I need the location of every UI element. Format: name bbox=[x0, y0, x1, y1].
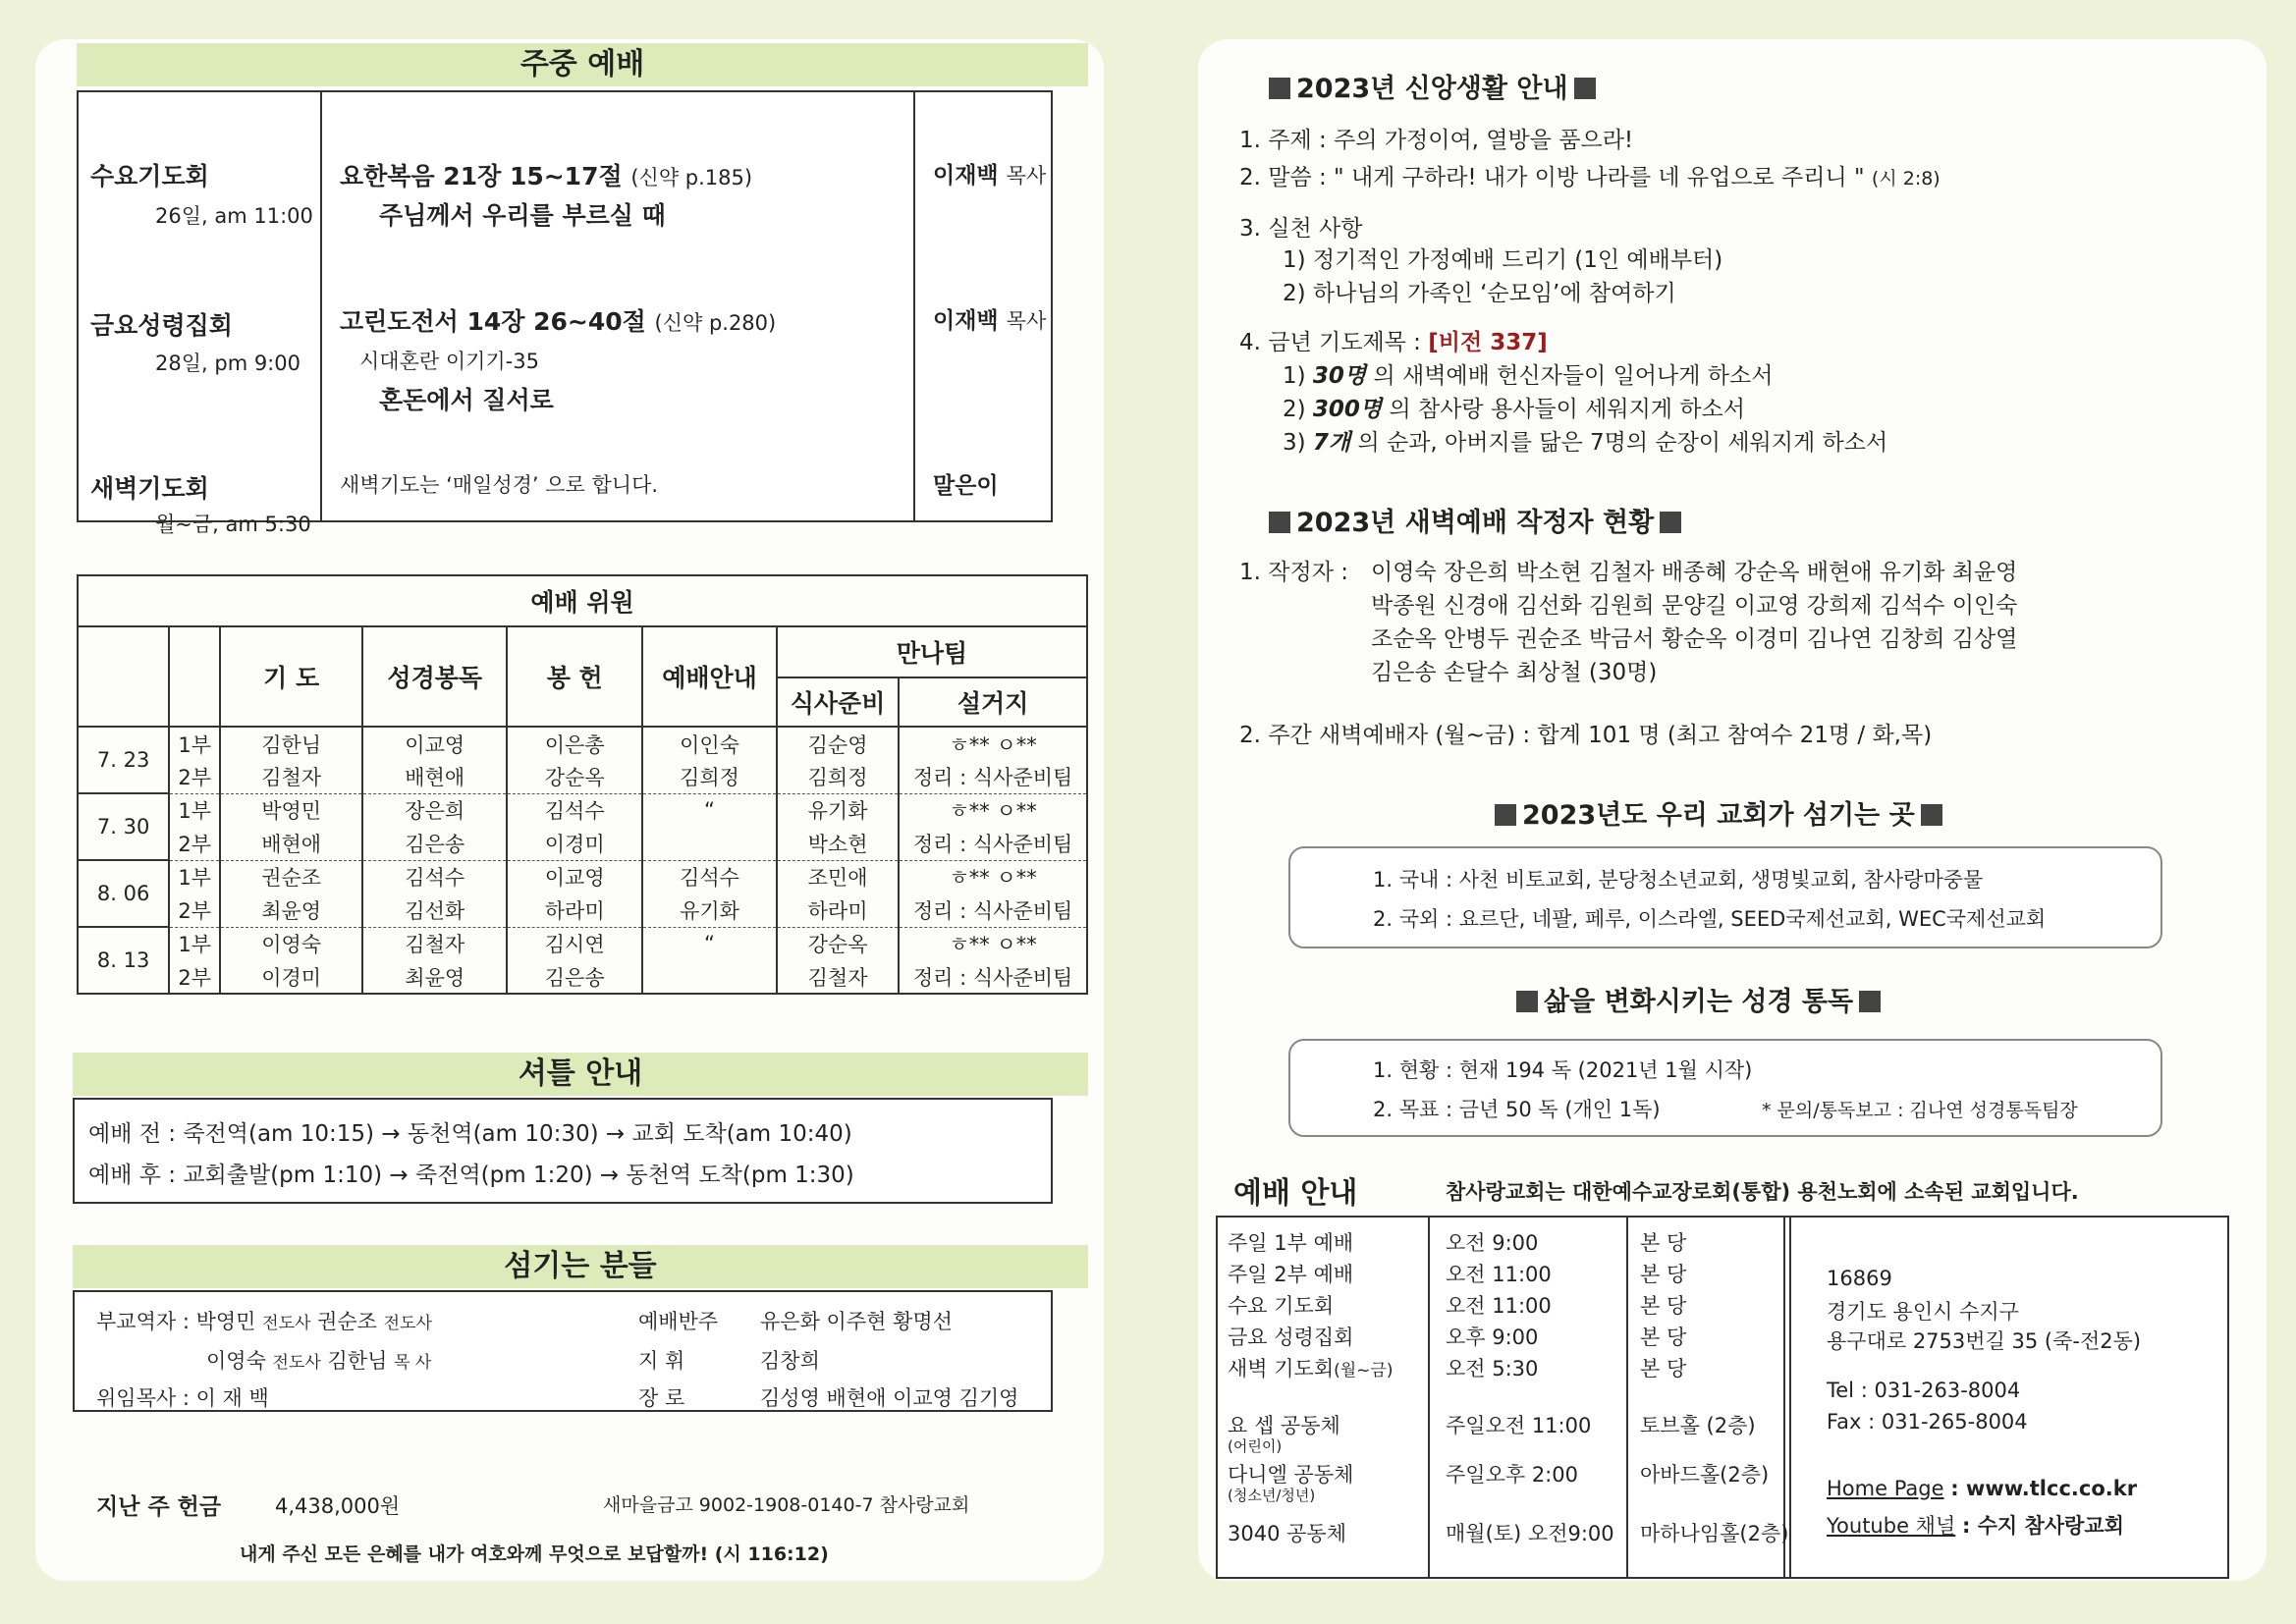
service-place: 본 당 bbox=[1640, 1231, 1687, 1255]
fri-series: 시대혼란 이기기-35 bbox=[359, 350, 539, 373]
col-guide: 예배안내 bbox=[642, 626, 777, 727]
square-bullet-icon bbox=[1574, 78, 1596, 99]
service-time: 오전 9:00 bbox=[1446, 1231, 1539, 1255]
square-bullet-icon bbox=[1495, 804, 1516, 826]
faith-theme: 1. 주제 : 주의 가정이여, 열방을 품으라! bbox=[1239, 128, 1634, 153]
wed-prayer-time: 26일, am 11:00 bbox=[155, 204, 313, 228]
prayer-item-3: 3) 7개 의 순과, 아버지를 닮은 7명의 순장이 세워지게 하소서 bbox=[1283, 430, 1888, 456]
assoc-pastors: 부교역자 : 박영민 전도사 권순조 전도사 bbox=[96, 1310, 432, 1333]
fax: Fax : 031-265-8004 bbox=[1827, 1410, 2028, 1434]
faith-practice-2: 2) 하나님의 가족인 ‘순모임’에 참여하기 bbox=[1283, 281, 1676, 306]
square-bullet-icon bbox=[1921, 804, 1942, 826]
fri-sermon-title: 혼돈에서 질서로 bbox=[379, 386, 554, 414]
accompanist: 유은화 이주현 황명선 bbox=[760, 1310, 953, 1333]
fri-speaker: 이재백 목사 bbox=[933, 308, 1047, 334]
dawn-label: 1. 작정자 : bbox=[1239, 560, 1348, 585]
senior-pastor: 위임목사 : 이 재 백 bbox=[96, 1386, 269, 1410]
dawn-weekly: 2. 주간 새벽예배자 (월~금) : 합계 101 명 (최고 참여수 21명 / 화,목) bbox=[1239, 723, 1933, 748]
service-place: 토브홀 (2층) bbox=[1640, 1414, 1756, 1437]
fri-scripture: 고린도전서 14장 26~40절 (신약 p.280) bbox=[340, 307, 777, 336]
service-time: 주일오전 11:00 bbox=[1446, 1414, 1592, 1437]
service-time: 오전 5:30 bbox=[1446, 1357, 1539, 1380]
service-time: 오전 11:00 bbox=[1446, 1294, 1552, 1318]
weekday-worship-title: 주중 예배 bbox=[77, 43, 1088, 86]
bible-contact: * 문의/통독보고 : 김나연 성경통독팀장 bbox=[1762, 1100, 2078, 1121]
service-place: 본 당 bbox=[1640, 1263, 1687, 1286]
mission-foreign: 2. 국외 : 요르단, 네팔, 페루, 이스라엘, SEED국제선교회, WEC국제선교회 bbox=[1373, 907, 2047, 931]
col-meal: 식사준비 bbox=[777, 677, 899, 727]
square-bullet-icon bbox=[1269, 512, 1290, 533]
faith-practice: 3. 실천 사항 bbox=[1239, 216, 1363, 242]
assoc-pastors-2: 이영숙 전도사 김한님 목 사 bbox=[206, 1349, 432, 1373]
service-time: 오후 9:00 bbox=[1446, 1326, 1539, 1349]
service-place: 본 당 bbox=[1640, 1326, 1687, 1349]
service-name: 주일 2부 예배 bbox=[1228, 1263, 1354, 1286]
dawn-prayer-name: 새벽기도회 bbox=[90, 474, 209, 503]
shuttle-after: 예배 후 : 교회출발(pm 1:10) → 죽전역(pm 1:20) → 동천역 도착(pm 1:30) bbox=[88, 1163, 854, 1188]
address-1: 경기도 용인시 수지구 bbox=[1827, 1300, 2019, 1324]
square-bullet-icon bbox=[1516, 991, 1538, 1012]
accompanist-label: 예배반주 bbox=[638, 1310, 719, 1333]
col-reading: 성경봉독 bbox=[362, 626, 507, 727]
dawn-prayer-time: 월~금, am 5:30 bbox=[155, 513, 311, 536]
elders: 김성영 배현애 이교영 김기영 bbox=[760, 1386, 1019, 1410]
address-2: 용구대로 2753번길 35 (죽-전2동) bbox=[1827, 1329, 2142, 1353]
fri-service-time: 28일, pm 9:00 bbox=[155, 352, 301, 375]
col-dish: 설거지 bbox=[899, 677, 1087, 727]
service-place: 본 당 bbox=[1640, 1357, 1687, 1380]
wed-sermon-title: 주님께서 우리를 부르실 때 bbox=[379, 201, 666, 230]
dawn-names-2: 박종원 신경애 김선화 김원희 문양길 이교영 강희제 김석수 이인숙 bbox=[1371, 593, 2018, 619]
youtube-link[interactable]: Youtube 채널 : 수지 참사랑교회 bbox=[1827, 1514, 2124, 1538]
square-bullet-icon bbox=[1269, 78, 1290, 99]
dawn-names-1: 이영숙 장은희 박소현 김철자 배종혜 강순옥 배현애 유기화 최윤영 bbox=[1371, 560, 2018, 585]
denomination-note: 참사랑교회는 대한예수교장로회(통합) 용천노회에 소속된 교회입니다. bbox=[1446, 1180, 2079, 1204]
square-bullet-icon bbox=[1859, 991, 1881, 1012]
tel: Tel : 031-263-8004 bbox=[1827, 1379, 2021, 1402]
offering-amount: 4,438,000원 bbox=[275, 1494, 401, 1518]
faith-practice-1: 1) 정기적인 가정예배 드리기 (1인 예배부터) bbox=[1283, 247, 1723, 273]
bible-title: 삶을 변화시키는 성경 통독 bbox=[1510, 980, 1886, 1018]
table-row: 8. 06 1부 권순조 김석수 이교영 김석수 조민애 ㅎ** ㅇ** bbox=[78, 860, 1087, 893]
offering-account: 새마을금고 9002-1908-0140-7 참사랑교회 bbox=[603, 1494, 970, 1516]
shuttle-title: 셔틀 안내 bbox=[73, 1053, 1088, 1096]
service-time: 매월(토) 오전9:00 bbox=[1446, 1522, 1614, 1545]
dawn-speaker: 말은이 bbox=[933, 473, 999, 499]
service-place: 본 당 bbox=[1640, 1294, 1687, 1318]
service-name: 금요 성령집회 bbox=[1228, 1326, 1354, 1349]
left-panel bbox=[35, 39, 1104, 1581]
bible-goal: 2. 목표 : 금년 50 독 (개인 1독) bbox=[1373, 1098, 1661, 1121]
col-manna: 만나팀 bbox=[777, 626, 1087, 677]
prayer-item-1: 1) 30명 의 새벽예배 헌신자들이 일어나게 하소서 bbox=[1283, 363, 1774, 389]
mission-box bbox=[1288, 846, 2162, 948]
service-time: 오전 11:00 bbox=[1446, 1263, 1552, 1286]
bible-box bbox=[1288, 1039, 2162, 1137]
service-name: 다니엘 공동체 (청소년/청년) bbox=[1228, 1463, 1354, 1504]
table-row: 8. 13 1부 이영숙 김철자 김시연 “ 강순옥 ㅎ** ㅇ** bbox=[78, 927, 1087, 960]
table-row: 7. 30 1부 박영민 장은희 김석수 “ 유기화 ㅎ** ㅇ** bbox=[78, 793, 1087, 827]
offering-label: 지난 주 헌금 bbox=[96, 1494, 222, 1520]
bible-status: 1. 현황 : 현재 194 독 (2021년 1월 시작) bbox=[1373, 1058, 1753, 1082]
service-place: 마하나임홀(2층) bbox=[1640, 1522, 1789, 1545]
faith-prayer: 4. 금년 기도제목 : [비전 337] bbox=[1239, 330, 1548, 355]
shuttle-before: 예배 전 : 죽전역(am 10:15) → 동천역(am 10:30) → 교회 도착(am 10:40) bbox=[88, 1121, 852, 1147]
staff-title: 섬기는 분들 bbox=[73, 1245, 1088, 1288]
dawn-note: 새벽기도는 ‘매일성경’ 으로 합니다. bbox=[340, 473, 659, 497]
faith-verse: 2. 말씀 : " 내게 구하라! 내가 이방 나라를 네 유업으로 주리니 " (시 2:8) bbox=[1239, 165, 1941, 190]
wed-speaker: 이재백 목사 bbox=[933, 163, 1047, 189]
service-info-title: 예배 안내 bbox=[1233, 1176, 1358, 1211]
service-name: 주일 1부 예배 bbox=[1228, 1231, 1354, 1255]
conductor: 김창희 bbox=[760, 1349, 820, 1373]
col-offering: 봉 헌 bbox=[507, 626, 642, 727]
prayer-item-2: 2) 300명 의 참사랑 용사들이 세워지게 하소서 bbox=[1283, 397, 1745, 422]
mission-domestic: 1. 국내 : 사천 비토교회, 분당청소년교회, 생명빛교회, 참사랑마중물 bbox=[1373, 868, 1984, 892]
shuttle-box bbox=[73, 1098, 1053, 1204]
date-cell: 8. 06 bbox=[78, 860, 169, 927]
zip-code: 16869 bbox=[1827, 1267, 1892, 1290]
date-cell: 8. 13 bbox=[78, 927, 169, 994]
staff-box bbox=[73, 1290, 1053, 1412]
service-name: 수요 기도회 bbox=[1228, 1294, 1335, 1318]
service-name: 3040 공동체 bbox=[1228, 1522, 1346, 1545]
service-name: 새벽 기도회(월~금) bbox=[1228, 1357, 1394, 1380]
service-info-box bbox=[1216, 1216, 2229, 1579]
faith-title: 2023년 신앙생활 안내 bbox=[1263, 67, 1602, 105]
service-time: 주일오후 2:00 bbox=[1446, 1463, 1578, 1487]
dawn-names-4: 김은송 손달수 최상철 (30명) bbox=[1371, 660, 1658, 685]
conductor-label: 지 휘 bbox=[638, 1349, 685, 1373]
dawn-names-3: 조순옥 안병두 권순조 박금서 황순옥 이경미 김나연 김창희 김상열 bbox=[1371, 626, 2018, 652]
service-place: 아바드홀(2층) bbox=[1640, 1463, 1770, 1487]
service-name: 요 셉 공동체 (어린이) bbox=[1228, 1414, 1340, 1455]
date-cell: 7. 30 bbox=[78, 793, 169, 860]
wed-scripture: 요한복음 21장 15~17절 (신약 p.185) bbox=[340, 162, 753, 190]
col-prayer: 기 도 bbox=[220, 626, 362, 727]
table-row: 7. 23 1부 김한님 이교영 이은총 이인숙 김순영 ㅎ** ㅇ** bbox=[78, 727, 1087, 760]
closing-verse: 내게 주신 모든 은혜를 내가 여호와께 무엇으로 보답할까! (시 116:12) bbox=[240, 1543, 829, 1565]
right-panel bbox=[1198, 39, 2267, 1581]
worship-committee-table: 예배 위원 기 도 성경봉독 봉 헌 예배안내 만나팀 식사준비 설거지 7. 23 1부 김한님 이교영 이은총 이인숙 김순영 ㅎ** ㅇ** 2부 김철자 배현애 강순옥 김희정 김희정 정리 : 식사준비팀 7. 30 1부 박영민 장은희 김석수 “ 유기화 ㅎ** ㅇ** 2부 배현애 김은송 이경미 박소현 정리 : 식사준비팀 8. 06 1부 권순조 김석수 이교영 김석수 조민애 ㅎ** ㅇ** 2부 최윤영 김선화 하라미 유기화 하라미 정리 : 식사준비팀 8. 13 1부 이영숙 김철자 김시연 “ 강순옥 ㅎ** ㅇ** 2부 이경미 최윤영 김은송 김철자 정리 : 식사준비팀 bbox=[77, 574, 1088, 995]
homepage-link[interactable]: Home Page : www.tlcc.co.kr bbox=[1827, 1477, 2138, 1500]
wed-prayer-name: 수요기도회 bbox=[90, 162, 209, 190]
elder-label: 장 로 bbox=[638, 1386, 685, 1410]
date-cell: 7. 23 bbox=[78, 727, 169, 793]
committee-title: 예배 위원 bbox=[78, 575, 1087, 626]
fri-service-name: 금요성령집회 bbox=[90, 311, 233, 340]
dawn-title: 2023년 새벽예배 작정자 현황 bbox=[1263, 501, 1687, 539]
weekday-worship-box bbox=[77, 90, 1053, 536]
mission-title: 2023년도 우리 교회가 섬기는 곳 bbox=[1489, 793, 1948, 832]
square-bullet-icon bbox=[1660, 512, 1681, 533]
